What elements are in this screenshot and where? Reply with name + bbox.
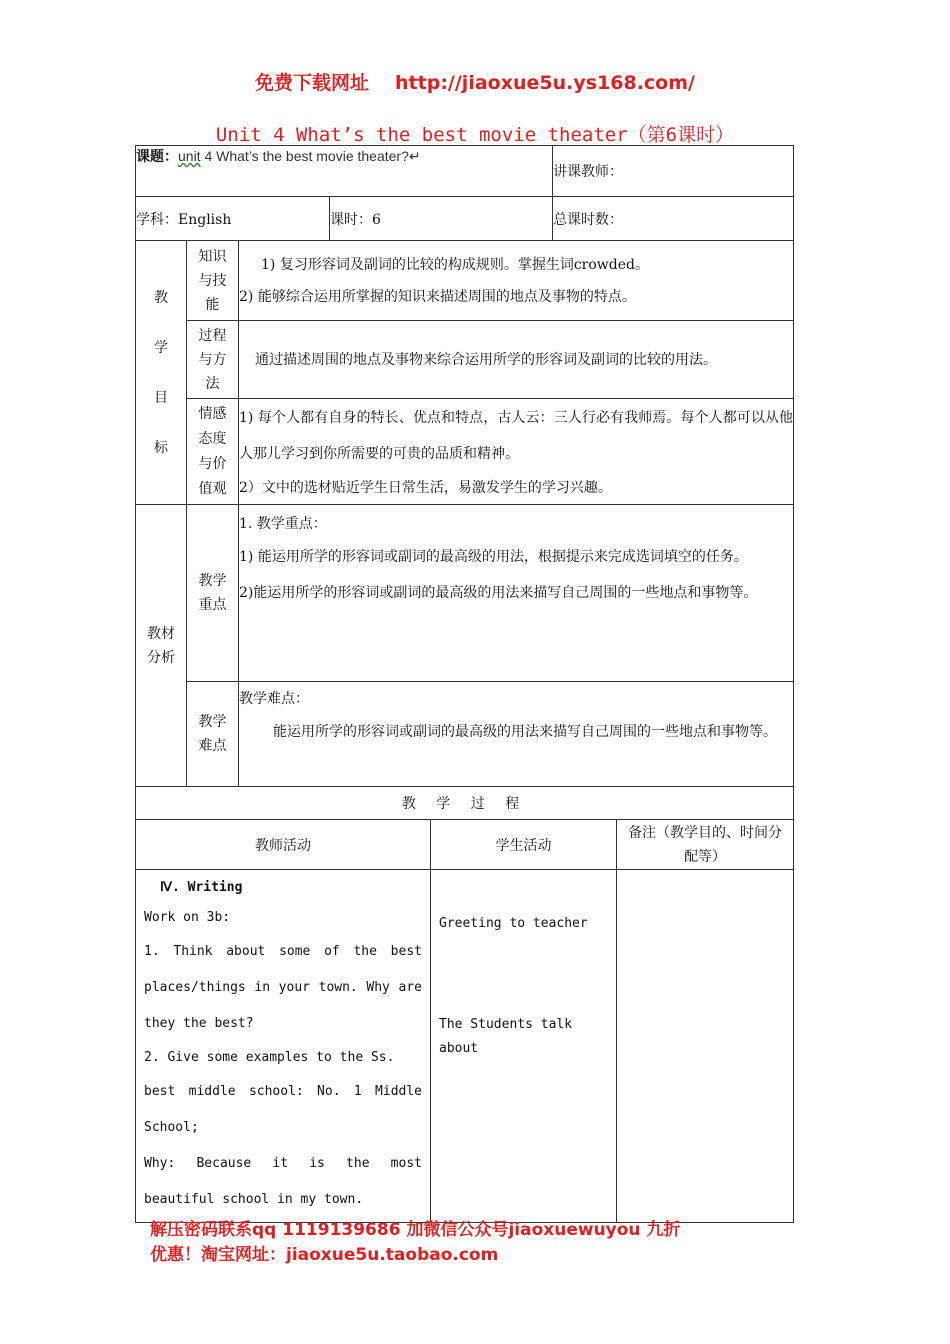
difficult-points-row xyxy=(136,682,794,787)
footer-contact xyxy=(150,1218,790,1268)
key-label: 教学重点 xyxy=(198,573,227,613)
emotion-item-1: 1) 每个人都有自身的特长、优点和特点，古人云：三人行必有我师焉。每个人都可以从他人那儿学习到你所需要的可贵的品质和精神。 xyxy=(239,409,794,462)
col-notes-header: 备注（教学目的、时间分配等） xyxy=(617,820,794,870)
objectives-label-char: 教 xyxy=(154,289,168,306)
document-title: Unit 4 What’s the best movie theater（第6课时） xyxy=(215,124,735,146)
difficult-text: 能运用所学的形容词或副词的最高级的用法来描写自己周围的一些地点和事物等。 xyxy=(273,724,777,740)
key-item-1: 1) 能运用所学的形容词或副词的最高级的用法，根据提示来完成选词填空的任务。 xyxy=(239,549,748,565)
knowledge-text-cell xyxy=(239,241,794,321)
objectives-label-char: 学 xyxy=(154,339,168,356)
student-greeting: Greeting to teacher xyxy=(439,916,588,931)
teacher-cell xyxy=(553,146,794,197)
objectives-label-char: 标 xyxy=(154,439,168,456)
process-section-row xyxy=(136,787,794,820)
teacher-item-2: 2. Give some examples to the Ss. xyxy=(144,1050,395,1065)
emotion-row xyxy=(136,399,794,505)
objectives-label-char: 目 xyxy=(154,389,168,406)
knowledge-label-cell xyxy=(187,241,239,321)
emotion-text-cell xyxy=(239,399,794,505)
emotion-label-cell xyxy=(187,399,239,505)
download-label: 免费下载网址 xyxy=(255,72,370,94)
teacher-label: 讲课教师： xyxy=(553,164,624,180)
work-on-label: Work on 3b: xyxy=(144,910,231,925)
teacher-item-1: 1. Think about some of the best places/things in your town. Why are they the best? xyxy=(144,944,422,1031)
lesson-plan-table xyxy=(135,145,794,1223)
difficult-text-cell xyxy=(239,682,794,787)
topic-value: 4 What’s the best movie theater?↵ xyxy=(200,148,421,164)
topic-row xyxy=(136,146,794,197)
knowledge-label: 知识与技能 xyxy=(198,248,227,313)
process-header-row xyxy=(136,820,794,870)
process-method-row xyxy=(136,321,794,399)
topic-word: unit xyxy=(178,148,201,164)
teacher-example-2: Why: Because it is the most beautiful school in my town. xyxy=(144,1156,422,1207)
topic-cell xyxy=(136,146,553,197)
period-cell: 课时：6 xyxy=(330,197,553,241)
process-label-cell xyxy=(187,321,239,399)
emotion-label: 情感态度与价值观 xyxy=(198,405,227,497)
total-periods-cell: 总课时数： xyxy=(553,197,794,241)
subject-cell: 学科：English xyxy=(136,197,330,241)
key-points-row xyxy=(136,505,794,682)
analysis-label: 教材分析 xyxy=(147,625,175,666)
col-teacher-header: 教师活动 xyxy=(136,820,431,870)
key-label-cell xyxy=(187,505,239,682)
student-talk: The Students talk about xyxy=(439,1017,573,1056)
difficult-label: 教学难点 xyxy=(198,714,227,754)
footer-line-1: 解压密码联系qq 1119139686 加微信公众号jiaoxuewuyou 九折 xyxy=(150,1220,681,1240)
download-url-link[interactable]: http://jiaoxue5u.ys168.com/ xyxy=(395,72,695,94)
col-student-header: 学生活动 xyxy=(431,820,617,870)
footer-line-2: 优惠！淘宝网址：jiaoxue5u.taobao.com xyxy=(150,1245,499,1265)
topic-label: 课题： xyxy=(136,149,178,165)
knowledge-item-1: 1) 复习形容词及副词的比较的构成规则。掌握生词crowded。 xyxy=(261,256,649,273)
key-text-cell xyxy=(239,505,794,682)
teacher-activity-cell xyxy=(136,870,431,1223)
process-text: 通过描述周围的地点及事物来综合运用所学的形容词及副词的比较的用法。 xyxy=(255,351,717,368)
knowledge-row xyxy=(136,241,794,321)
process-text-cell xyxy=(239,321,794,399)
knowledge-item-2: 2) 能够综合运用所掌握的知识来描述周围的地点及事物的特点。 xyxy=(239,288,636,305)
difficult-title: 教学难点： xyxy=(239,691,309,707)
objectives-label-cell xyxy=(136,241,187,505)
process-content-row xyxy=(136,870,794,1223)
key-title: 1. 教学重点： xyxy=(239,516,327,532)
teacher-example-1: best middle school: No. 1 Middle School; xyxy=(144,1084,422,1135)
student-activity-cell xyxy=(431,870,617,1223)
subject-row xyxy=(136,197,794,241)
emotion-item-2: 2）文中的选材贴近学生日常生活，易激发学生的学习兴趣。 xyxy=(239,479,612,496)
analysis-label-cell xyxy=(136,505,187,787)
notes-cell xyxy=(617,870,794,1223)
key-item-2: 2)能运用所学的形容词或副词的最高级的用法来描写自己周围的一些地点和事物等。 xyxy=(239,585,758,601)
process-section-title xyxy=(136,787,794,820)
process-label: 过程与方法 xyxy=(198,327,227,392)
download-header xyxy=(0,68,950,95)
difficult-label-cell xyxy=(187,682,239,787)
process-section-text: 教 学 过 程 xyxy=(401,796,528,812)
writing-heading: Ⅳ. Writing xyxy=(160,880,243,895)
